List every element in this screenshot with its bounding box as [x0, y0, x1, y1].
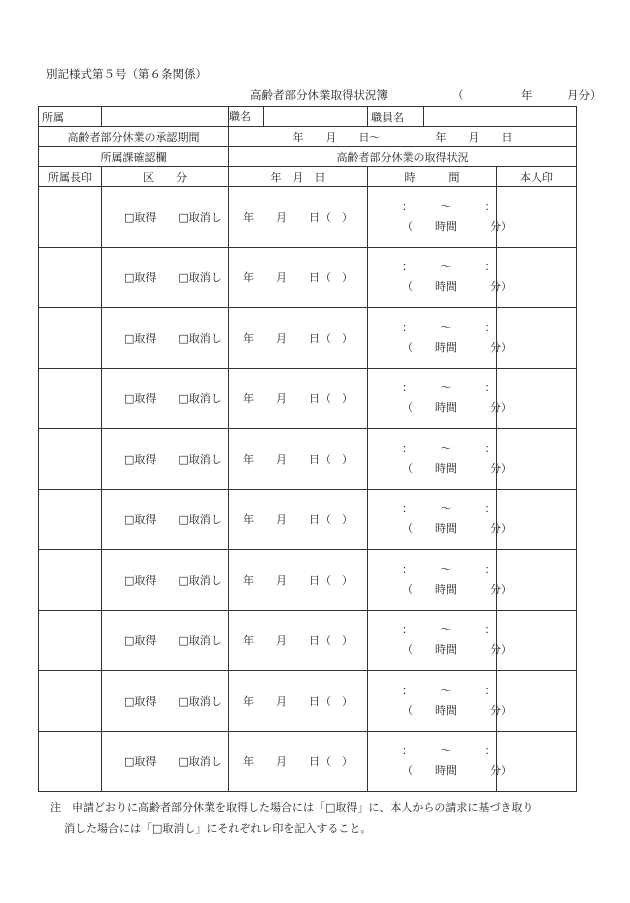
category-cell[interactable]: □取得 □取消し [102, 731, 229, 792]
category-cell[interactable]: □取得 □取消し [102, 489, 229, 550]
status-header: 高齢者部分休業の取得状況 [229, 147, 577, 167]
table-row [39, 308, 577, 369]
date-cell[interactable]: 年 月 日（ ） [229, 610, 368, 671]
time-cell[interactable] [368, 671, 512, 732]
time-duration: （ 時間 分） [402, 340, 512, 354]
staff-name-label: 職員名 [368, 107, 424, 127]
time-cell[interactable] [368, 368, 512, 429]
footnote [50, 797, 595, 839]
time-range: ： ～ ： [402, 502, 496, 516]
time-range: ： ～ ： [402, 260, 496, 274]
time-duration: （ 時間 分） [402, 280, 512, 294]
footnote-line-2: 消した場合には「□取消し」にそれぞれレ印を記入すること。 [64, 822, 372, 835]
time-duration: （ 時間 分） [402, 401, 512, 415]
chief-seal-cell[interactable] [39, 550, 102, 611]
time-range: ： ～ ： [402, 320, 496, 334]
form-reference: 別記様式第５号（第６条関係） [46, 67, 207, 81]
time-range: ： ～ ： [402, 199, 496, 213]
time-range: ： ～ ： [402, 441, 496, 455]
chief-seal-cell[interactable] [39, 368, 102, 429]
category-cell[interactable]: □取得 □取消し [102, 247, 229, 308]
staff-name-field[interactable] [424, 107, 577, 127]
category-cell[interactable]: □取得 □取消し [102, 671, 229, 732]
table-row [39, 489, 577, 550]
date-cell[interactable]: 年 月 日（ ） [229, 247, 368, 308]
date-cell[interactable]: 年 月 日（ ） [229, 308, 368, 369]
chief-seal-cell[interactable] [39, 671, 102, 732]
affiliation-label: 所属 [39, 107, 102, 127]
chief-seal-cell[interactable] [39, 731, 102, 792]
table-row [39, 187, 577, 248]
time-cell[interactable] [368, 187, 512, 248]
time-cell[interactable] [368, 610, 512, 671]
category-cell[interactable]: □取得 □取消し [102, 550, 229, 611]
job-title-label: 職名 [229, 107, 264, 126]
category-cell[interactable]: □取得 □取消し [102, 187, 229, 248]
date-cell[interactable]: 年 月 日（ ） [229, 550, 368, 611]
category-cell[interactable]: □取得 □取消し [102, 610, 229, 671]
approval-period-label: 高齢者部分休業の承認期間 [39, 127, 229, 147]
approval-period-field[interactable]: 年 月 日～ 年 月 日 [229, 127, 577, 147]
chief-seal-cell[interactable] [39, 187, 102, 248]
table-row [39, 731, 577, 792]
table-row [39, 368, 577, 429]
date-cell[interactable]: 年 月 日（ ） [229, 187, 368, 248]
time-cell[interactable] [368, 429, 512, 490]
date-cell[interactable]: 年 月 日（ ） [229, 731, 368, 792]
time-range: ： ～ ： [402, 683, 496, 697]
time-cell[interactable] [368, 308, 512, 369]
col-category: 区 分 [102, 167, 229, 187]
col-self-seal: 本人印 [497, 167, 577, 187]
time-cell[interactable] [368, 489, 512, 550]
date-cell[interactable]: 年 月 日（ ） [229, 429, 368, 490]
chief-seal-cell[interactable] [39, 610, 102, 671]
footnote-line-1: 注 申請どおりに高齢者部分休業を取得した場合には「□取得」に、本人からの請求に基づき取り [50, 801, 534, 814]
affiliation-field[interactable] [102, 107, 229, 127]
table-row [39, 550, 577, 611]
chief-seal-cell[interactable] [39, 429, 102, 490]
date-cell[interactable]: 年 月 日（ ） [229, 671, 368, 732]
date-cell[interactable]: 年 月 日（ ） [229, 368, 368, 429]
category-cell[interactable]: □取得 □取消し [102, 308, 229, 369]
col-time: 時 間 [368, 167, 497, 187]
time-duration: （ 時間 分） [402, 219, 512, 233]
dept-confirm-header: 所属課確認欄 [39, 147, 229, 167]
time-duration: （ 時間 分） [402, 461, 512, 475]
chief-seal-cell[interactable] [39, 247, 102, 308]
category-cell[interactable]: □取得 □取消し [102, 429, 229, 490]
col-chief-seal: 所属長印 [39, 167, 102, 187]
time-duration: （ 時間 分） [402, 522, 512, 536]
table-row [39, 429, 577, 490]
chief-seal-cell[interactable] [39, 308, 102, 369]
chief-seal-cell[interactable] [39, 489, 102, 550]
time-duration: （ 時間 分） [402, 582, 512, 596]
time-cell[interactable] [368, 247, 512, 308]
document-title: 高齢者部分休業取得状況簿 [250, 88, 388, 102]
date-cell[interactable]: 年 月 日（ ） [229, 489, 368, 550]
time-range: ： ～ ： [402, 744, 496, 758]
table-row [39, 610, 577, 671]
category-cell[interactable]: □取得 □取消し [102, 368, 229, 429]
time-cell[interactable] [368, 550, 512, 611]
target-month: （ 年 月分） [452, 88, 602, 102]
time-range: ： ～ ： [402, 381, 496, 395]
time-duration: （ 時間 分） [402, 643, 512, 657]
time-range: ： ～ ： [402, 562, 496, 576]
time-duration: （ 時間 分） [402, 764, 512, 778]
time-range: ： ～ ： [402, 623, 496, 637]
col-date: 年 月 日 [229, 167, 368, 187]
table-row [39, 247, 577, 308]
status-table [38, 106, 576, 794]
table-row [39, 671, 577, 732]
time-duration: （ 時間 分） [402, 703, 512, 717]
time-cell[interactable] [368, 731, 512, 792]
